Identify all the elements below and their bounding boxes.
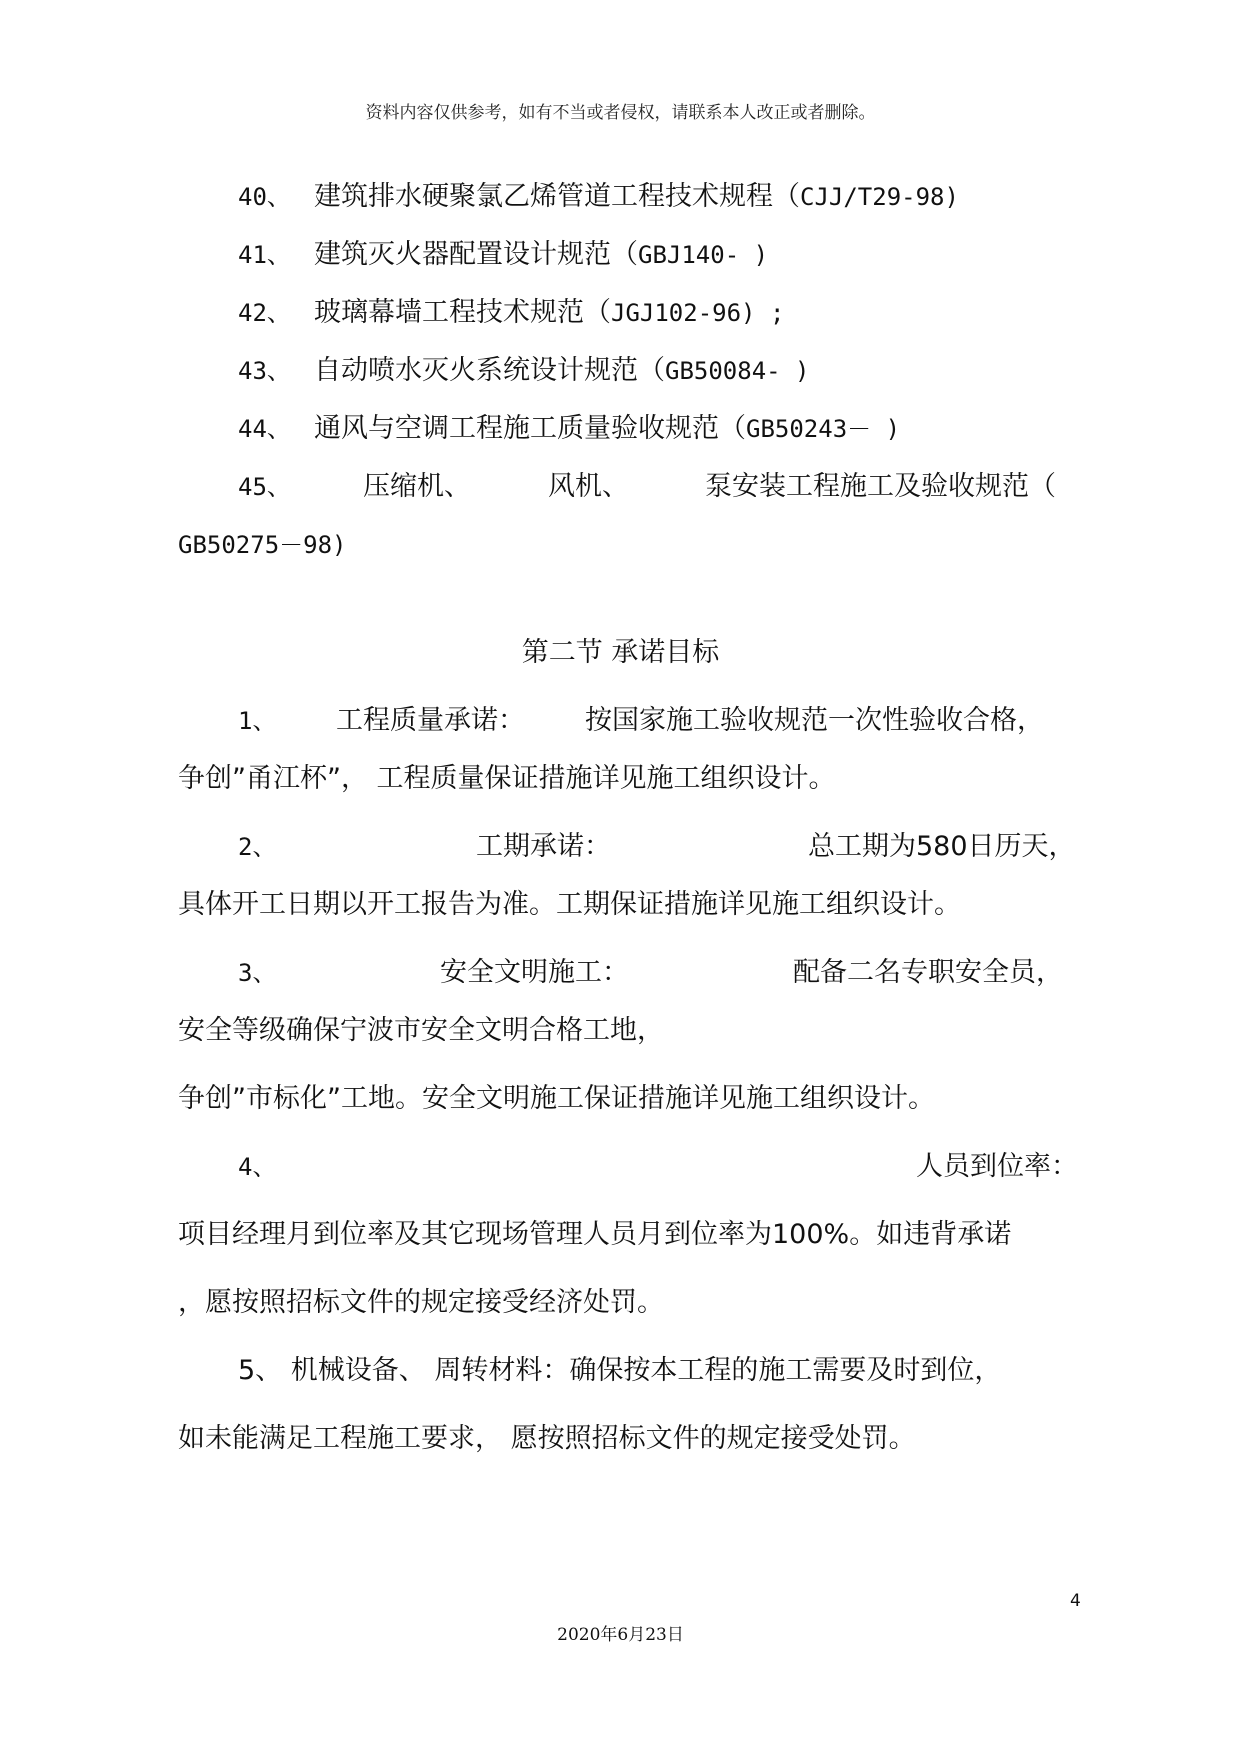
item-text: 玻璃幕墙工程技术规范（JGJ102-96) ; — [314, 297, 785, 328]
commitment-continuation: 争创”甬江杯”， 工程质量保证措施详见施工组织设计。 — [178, 763, 836, 794]
reference-item — [178, 235, 1083, 275]
commitment-text: 5、 机械设备、 周转材料：确保按本工程的施工需要及时到位， — [238, 1355, 1002, 1386]
footer-date: 2020年6月23日 — [557, 1625, 684, 1645]
item-number: 3、 — [238, 959, 277, 987]
section-title: 第二节 承诺目标 — [521, 637, 720, 668]
item-text-part: 压缩机、 — [363, 471, 471, 502]
item-number: 45、 — [238, 473, 291, 501]
page-number: 4 — [1070, 1591, 1081, 1611]
commitment-text: 总工期为580日历天， — [808, 831, 1076, 862]
commitment-label: 安全文明施工： — [440, 957, 629, 988]
commitment-item — [178, 1351, 1083, 1391]
reference-item — [178, 351, 1083, 391]
commitment-continuation: 项目经理月到位率及其它现场管理人员月到位率为100%。如违背承诺 — [178, 1219, 1012, 1250]
commitment-continuation: 争创”市标化”工地。安全文明施工保证措施详见施工组织设计。 — [178, 1083, 935, 1114]
item-number: 44、 — [238, 415, 291, 443]
item-number: 4、 — [238, 1153, 277, 1181]
reference-item — [178, 293, 1083, 333]
item-number: 40、 — [238, 183, 291, 211]
commitment-label: 工期承诺： — [476, 831, 611, 862]
item-text-part: 风机、 — [548, 471, 629, 502]
commitment-continuation: 具体开工日期以开工报告为准。工期保证措施详见施工组织设计。 — [178, 889, 961, 920]
commitment-item — [178, 1147, 1083, 1187]
commitment-item — [178, 953, 1083, 993]
reference-item — [178, 177, 1083, 217]
reference-continuation: GB50275－98) — [178, 531, 347, 559]
item-text: 建筑灭火器配置设计规范（GBJ140- ) — [314, 239, 769, 270]
commitment-text: 按国家施工验收规范一次性验收合格， — [585, 705, 1044, 736]
item-text: 通风与空调工程施工质量验收规范（GB50243－ ) — [314, 413, 901, 444]
commitment-label: 工程质量承诺： — [336, 705, 525, 736]
commitment-continuation: 如未能满足工程施工要求， 愿按照招标文件的规定接受处罚。 — [178, 1423, 916, 1454]
commitment-item — [178, 827, 1083, 867]
item-text: 建筑排水硬聚氯乙烯管道工程技术规程（CJJ/T29-98) — [314, 181, 959, 212]
commitment-label: 人员到位率： — [916, 1151, 1078, 1182]
reference-item — [178, 409, 1083, 449]
commitment-text: 配备二名专职安全员， — [793, 957, 1063, 988]
item-number: 42、 — [238, 299, 291, 327]
commitment-continuation: ，愿按照招标文件的规定接受经济处罚。 — [178, 1287, 664, 1318]
commitment-continuation: 安全等级确保宁波市安全文明合格工地， — [178, 1015, 664, 1046]
reference-item — [178, 467, 1083, 507]
page-header-disclaimer: 资料内容仅供参考，如有不当或者侵权，请联系本人改正或者删除。 — [365, 103, 876, 123]
item-text-part: 泵安装工程施工及验收规范（ — [705, 471, 1056, 502]
item-number: 2、 — [238, 833, 277, 861]
commitment-item — [178, 701, 1083, 741]
item-number: 41、 — [238, 241, 291, 269]
item-number: 1、 — [238, 707, 277, 735]
item-text: 自动喷水灭火系统设计规范（GB50084- ) — [314, 355, 810, 386]
item-number: 43、 — [238, 357, 291, 385]
